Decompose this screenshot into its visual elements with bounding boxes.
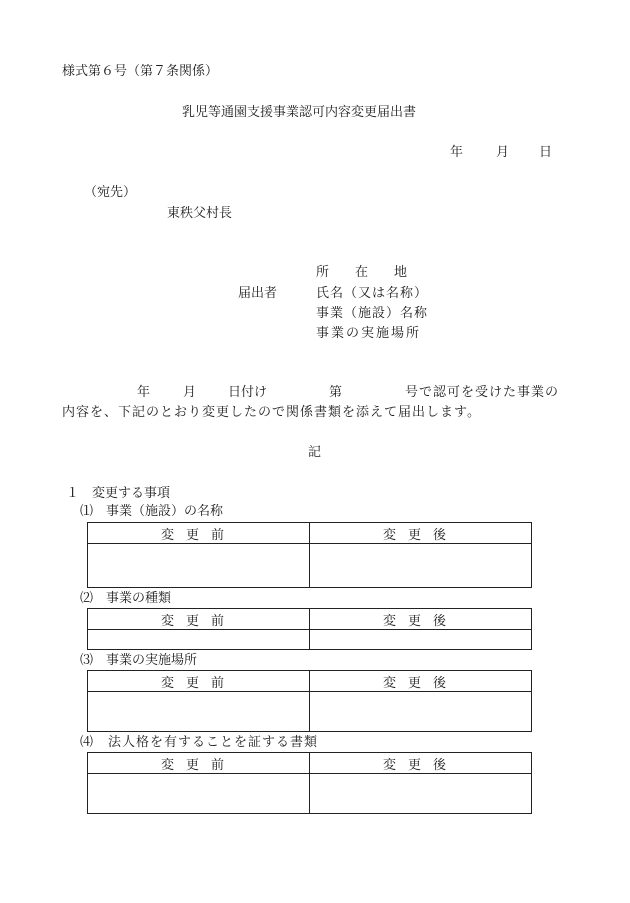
applicant-field-location: 事業の実施場所	[316, 326, 422, 341]
change-table-business-type	[87, 608, 532, 650]
addressee-label: （宛先）	[84, 185, 137, 200]
col-after-header: 変更後	[310, 671, 532, 692]
item-label-legal-entity: ⑷ 法人格を有することを証する書類	[80, 735, 319, 750]
body-dai-label: 第	[329, 385, 343, 400]
item-label-location: ⑶ 事業の実施場所	[80, 653, 198, 668]
addressee-name: 東秩父村長	[167, 206, 233, 221]
col-before-header: 変更前	[88, 523, 310, 544]
cell-before[interactable]	[88, 544, 310, 588]
col-before-header: 変更前	[88, 609, 310, 630]
cell-after[interactable]	[310, 774, 532, 814]
cell-before[interactable]	[88, 630, 310, 650]
date-day-label: 日	[539, 145, 553, 160]
col-after-header: 変更後	[310, 753, 532, 774]
cell-before[interactable]	[88, 774, 310, 814]
ki-heading: 記	[308, 445, 322, 460]
section-heading: １ 変更する事項	[66, 486, 171, 501]
body-year-label: 年	[137, 385, 151, 400]
col-after-header: 変更後	[310, 523, 532, 544]
body-month-label: 月	[183, 385, 197, 400]
body-line2: 内容を、下記のとおり変更したので関係書類を添えて届出します。	[62, 405, 481, 420]
item-label-facility-name: ⑴ 事業（施設）の名称	[80, 504, 224, 519]
body-line1-tail: 号で認可を受けた事業の	[405, 385, 560, 400]
change-table-location	[87, 670, 532, 732]
applicant-label: 届出者	[238, 286, 278, 301]
applicant-field-facility: 事業（施設）名称	[316, 306, 429, 321]
cell-before[interactable]	[88, 692, 310, 732]
form-number: 様式第６号（第７条関係）	[62, 64, 219, 79]
page-title: 乳児等通園支援事業認可内容変更届出書	[182, 105, 417, 120]
cell-after[interactable]	[310, 544, 532, 588]
col-after-header: 変更後	[310, 609, 532, 630]
col-before-header: 変更前	[88, 671, 310, 692]
item-label-business-type: ⑵ 事業の種類	[80, 591, 172, 606]
cell-after[interactable]	[310, 692, 532, 732]
col-before-header: 変更前	[88, 753, 310, 774]
applicant-field-name: 氏名（又は名称）	[316, 286, 429, 301]
date-year-label: 年	[450, 145, 464, 160]
change-table-facility-name	[87, 522, 532, 588]
change-table-legal-entity	[87, 752, 532, 814]
cell-after[interactable]	[310, 630, 532, 650]
date-month-label: 月	[496, 145, 510, 160]
body-day-label: 日付け	[228, 385, 268, 400]
applicant-field-address: 所 在 地	[316, 265, 408, 280]
